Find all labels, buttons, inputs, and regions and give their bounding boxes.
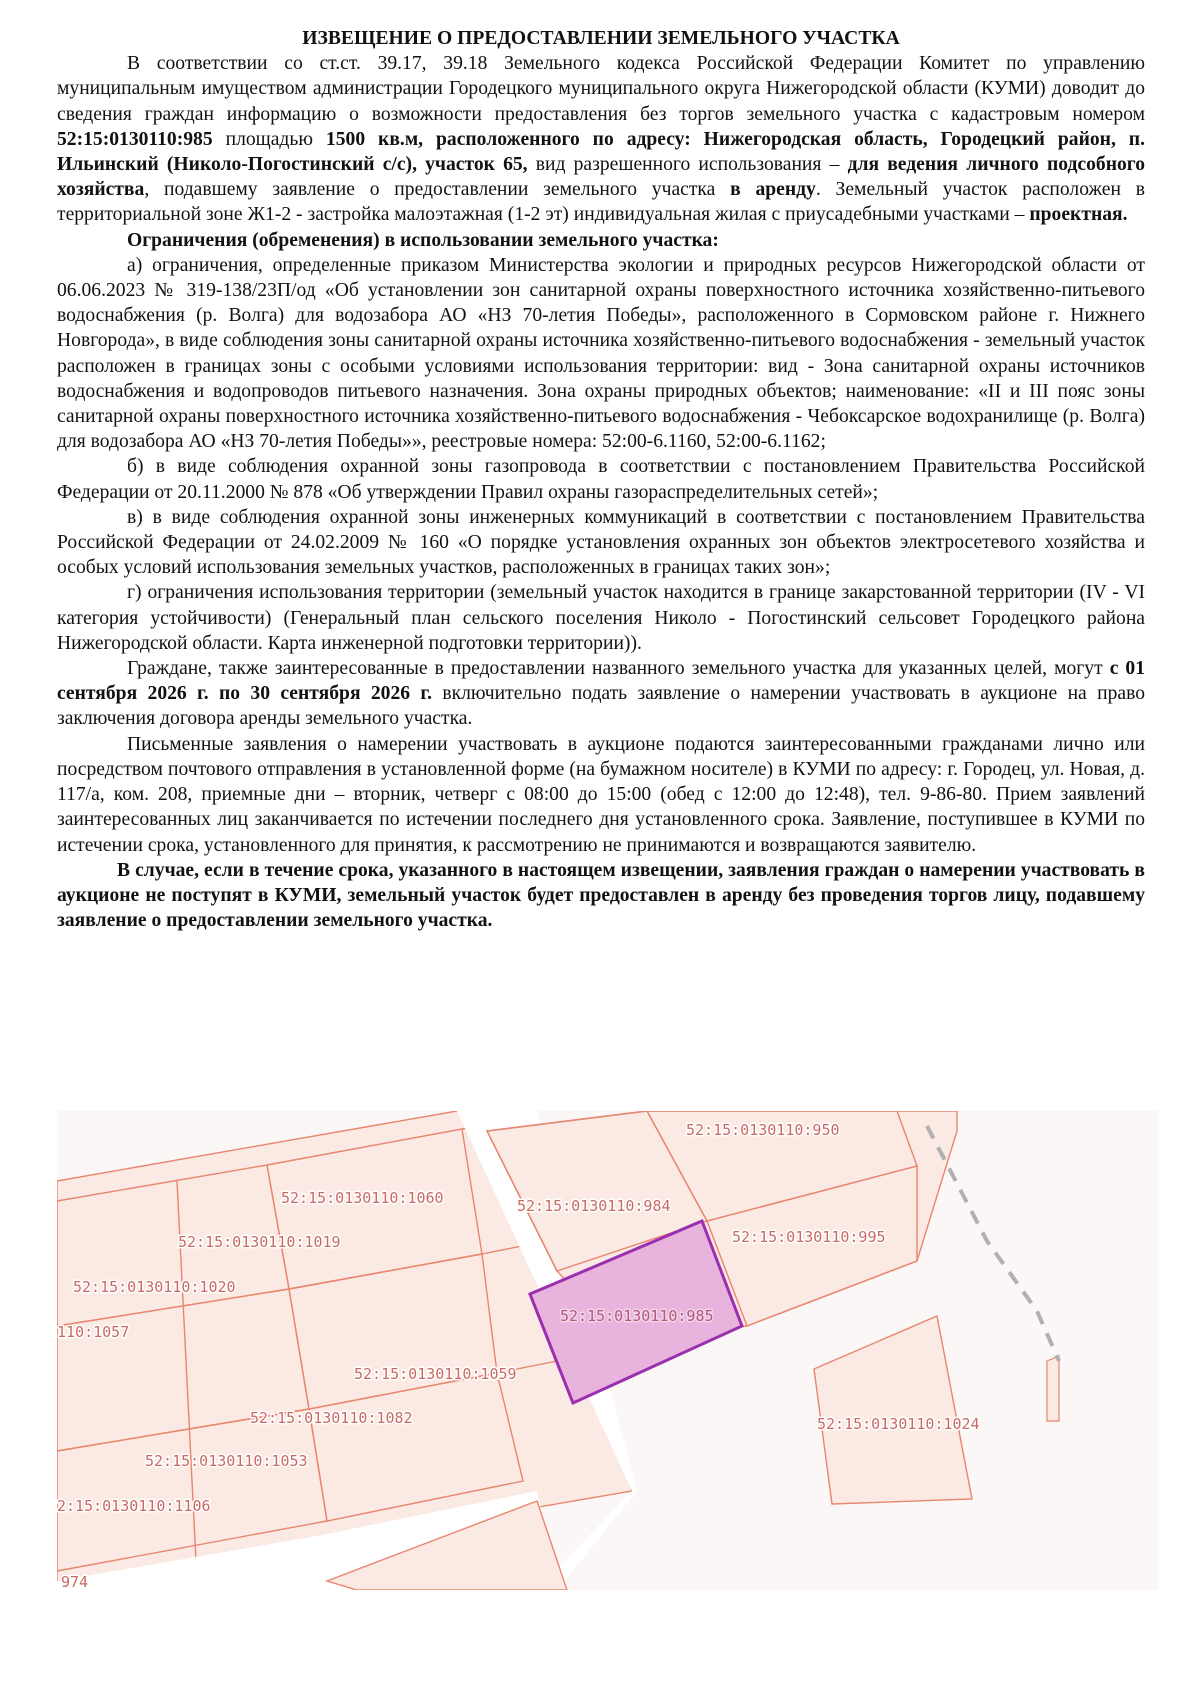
lease-term: в аренду (730, 179, 816, 201)
cadastral-map-svg (57, 1111, 1159, 1590)
permitted-use: для ведения личного подсобного хозяйства (57, 154, 1146, 201)
document-title: ИЗВЕЩЕНИЕ О ПРЕДОСТАВЛЕНИИ ЗЕМЕЛЬНОГО УЧАСТКА (302, 28, 900, 49)
applications-paragraph: Письменные заявления о намерении участвовать в аукционе подаются заинтересованными гражданами лично или посредством почтового отправления в установленной форме (на бумажном носителе) в КУМИ по адресу: г. Городец, ул. Новая, д. 117/а, ком. 208, приемные дни – вторник, четверг с 08:00 до 15:00 (обед с 12:00 до 12:48), тел. 9-86-80. Прием заявлений заинтересованных лиц заканчивается по истечении последнего дня установленного срока. Заявление, поступившее в КУМИ по истечении срока, установленного для принятия, к рассмотрению не принимаются и возвращаются заявителю. (57, 733, 1145, 856)
restriction-item-b: б) в виде соблюдения охранной зоны газопровода в соответствии с постановлением Правительства Российской Федерации от 20.11.2000 № 878 «Об утверждении Правил охраны газораспределительных сетей»; (57, 456, 1145, 503)
label-1059: 52:15:0130110:1059 (354, 1365, 517, 1383)
label-1053: 52:15:0130110:1053 (145, 1452, 308, 1470)
zone-status: проектная. (1029, 204, 1128, 226)
final-notice: В случае, если в течение срока, указанного в настоящем извещении, заявления граждан о намерении участвовать в аукционе не поступят в КУМИ, земельный участок будет предоставлен в аренду без проведения торгов лицу, подавшему заявление о предоставлении земельного участка. (57, 859, 1145, 932)
label-1057: 110:1057 (57, 1323, 130, 1341)
label-1082: 52:15:0130110:1082 (250, 1409, 413, 1427)
intro-paragraph: В соответствии со ст.ст. 39.17, 39.18 Земельного кодекса Российской Федерации Комитет по управлению муниципальным имуществом администрации Городецкого муниципального округа Нижегородской области (КУМИ) доводит до сведения граждан информацию о возможности предоставления без торгов земельного участка с кадастровым номером 52:15:0130110:985 площадью 1500 кв.м, расположенного по адресу: Нижегородская область, Городецкий район, п. Ильинский (Николо-Погостинский с/с), участок 65, вид разрешенного использования – для ведения личного подсобного хозяйства, подавшему заявление о предоставлении земельного участка в аренду. Земельный участок расположен в территориальной зоне Ж1-2 - застройка малоэтажная (1-2 эт) индивидуальная жилая с приусадебными участками – проектная. (57, 53, 1146, 226)
restriction-item-d: г) ограничения использования территории (земельный участок находится в границе закарстованной территории (IV - VI категория устойчивости) (Генеральный план сельского поселения Николо - Погостинский сельсовет Городецкого района Нижегородской области. Карта инженерной подготовки территории)). (57, 582, 1145, 654)
label-985: 52:15:0130110:985 (560, 1307, 714, 1325)
cadastral-map (57, 1111, 1159, 1590)
label-1020: 52:15:0130110:1020 (73, 1278, 236, 1296)
label-1106: 2:15:0130110:1106 (57, 1497, 211, 1515)
label-1024: 52:15:0130110:1024 (817, 1415, 980, 1433)
label-950: 52:15:0130110:950 (686, 1121, 840, 1139)
label-1060: 52:15:0130110:1060 (281, 1189, 444, 1207)
cadastral-number: 52:15:0130110:985 (57, 128, 213, 150)
parcel-area-address: 1500 кв.м, расположенного по адресу: Нижегородская область, Городецкий район, п. Ильинский (Николо-Погостинский с/с), участок 65, (57, 128, 1145, 176)
citizens-paragraph: Граждане, также заинтересованные в предоставлении названного земельного участка для указанных целей, могут с 01 сентября 2026 г. по 30 сентября 2026 г. включительно подать заявление о намерении участвовать в аукционе на право заключения договора аренды земельного участка. (57, 658, 1145, 730)
label-1019: 52:15:0130110:1019 (178, 1233, 341, 1251)
label-974: 974 (61, 1573, 89, 1590)
label-984: 52:15:0130110:984 (517, 1197, 671, 1215)
parcel-edge-fragment (1047, 1356, 1059, 1421)
notice-document (57, 26, 1145, 933)
label-995: 52:15:0130110:995 (732, 1228, 886, 1246)
application-period: с 01 сентября 2026 г. по 30 сентября 2026 г. (57, 658, 1145, 705)
restrictions-heading: Ограничения (обременения) в использовании земельного участка: (127, 229, 719, 251)
restriction-item-c: в) в виде соблюдения охранной зоны инженерных коммуникаций в соответствии с постановлением Правительства Российской Федерации от 24.02.2009 № 160 «О порядке установления охранных зон объектов электросетевого хозяйства и особых условий использования земельных участков, расположенных в границах таких зон»; (57, 506, 1145, 579)
restriction-item-a: а) ограничения, определенные приказом Министерства экологии и природных ресурсов Нижегородской области от 06.06.2023 № 319-138/23П/од «Об установлении зон санитарной охраны поверхностного источника хозяйственно-питьевого водоснабжения (р. Волга) для водозабора АО «НЗ 70-летия Победы», расположенного в Сормовском районе г. Нижнего Новгорода», в виде соблюдения зоны санитарной охраны источника хозяйственно-питьевого водоснабжения - земельный участок расположен в границах зоны с особыми условиями использования территории: вид - Зона санитарной охраны источников водоснабжения и водопроводов питьевого назначения. Зона охраны природных объектов; наименование: «II и III пояс зоны санитарной охраны поверхностного источника хозяйственно-питьевого водоснабжения - Чебоксарское водохранилище (р. Волга) для водозабора АО «НЗ 70-летия Победы»», реестровые номера: 52:00-6.1160, 52:00-6.1162; (57, 254, 1145, 453)
